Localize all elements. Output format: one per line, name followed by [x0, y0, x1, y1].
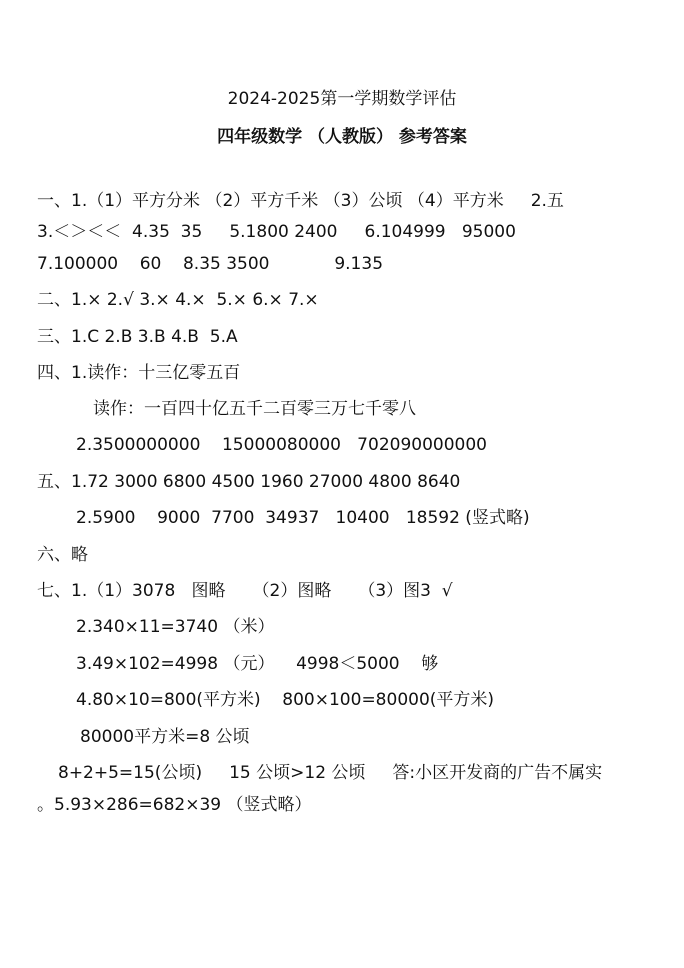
answer-line-7-5: 80000平方米=8 公顷 [80, 727, 250, 747]
answer-line-4-3: 2.3500000000 15000080000 702090000000 [76, 435, 487, 455]
page-title: 2024-2025第一学期数学评估 [227, 89, 457, 109]
answer-line-2: 二、1.× 2.√ 3.× 4.× 5.× 6.× 7.× [37, 290, 319, 310]
answer-line-7-2: 2.340×11=3740 （米） [76, 617, 275, 637]
answer-line-6: 六、略 [37, 545, 88, 565]
page-subtitle: 四年级数学 （人教版） 参考答案 [217, 127, 467, 147]
answer-line-1-1: 一、1.（1）平方分米 （2）平方千米 （3）公顷 （4）平方米 2.五 [37, 191, 564, 211]
answer-line-5-2: 2.5900 9000 7700 34937 10400 18592 (竖式略) [76, 508, 530, 528]
answer-line-3: 三、1.C 2.B 3.B 4.B 5.A [37, 327, 238, 347]
answer-line-7-6: 8+2+5=15(公顷) 15 公顷>12 公顷 答:小区开发商的广告不属实 [58, 763, 603, 783]
answer-line-7-3: 3.49×102=4998 （元） 4998＜5000 够 [76, 654, 439, 674]
answer-line-7-4: 4.80×10=800(平方米) 800×100=80000(平方米) [76, 690, 495, 710]
answer-line-1-2: 3.＜＞＜＜ 4.35 35 5.1800 2400 6.104999 95000 [37, 222, 516, 242]
answer-line-1-3: 7.100000 60 8.35 3500 9.135 [37, 254, 384, 274]
answer-line-5-1: 五、1.72 3000 6800 4500 1960 27000 4800 8640 [37, 472, 461, 492]
answer-line-4-2: 读作：一百四十亿五千二百零三万七千零八 [93, 399, 416, 419]
answer-line-7-7: 。5.93×286=682×39 （竖式略） [37, 795, 312, 815]
answer-line-7-1: 七、1.（1）3078 图略 （2）图略 （3）图3 √ [37, 581, 453, 601]
answer-line-4-1: 四、1.读作：十三亿零五百 [37, 363, 241, 383]
